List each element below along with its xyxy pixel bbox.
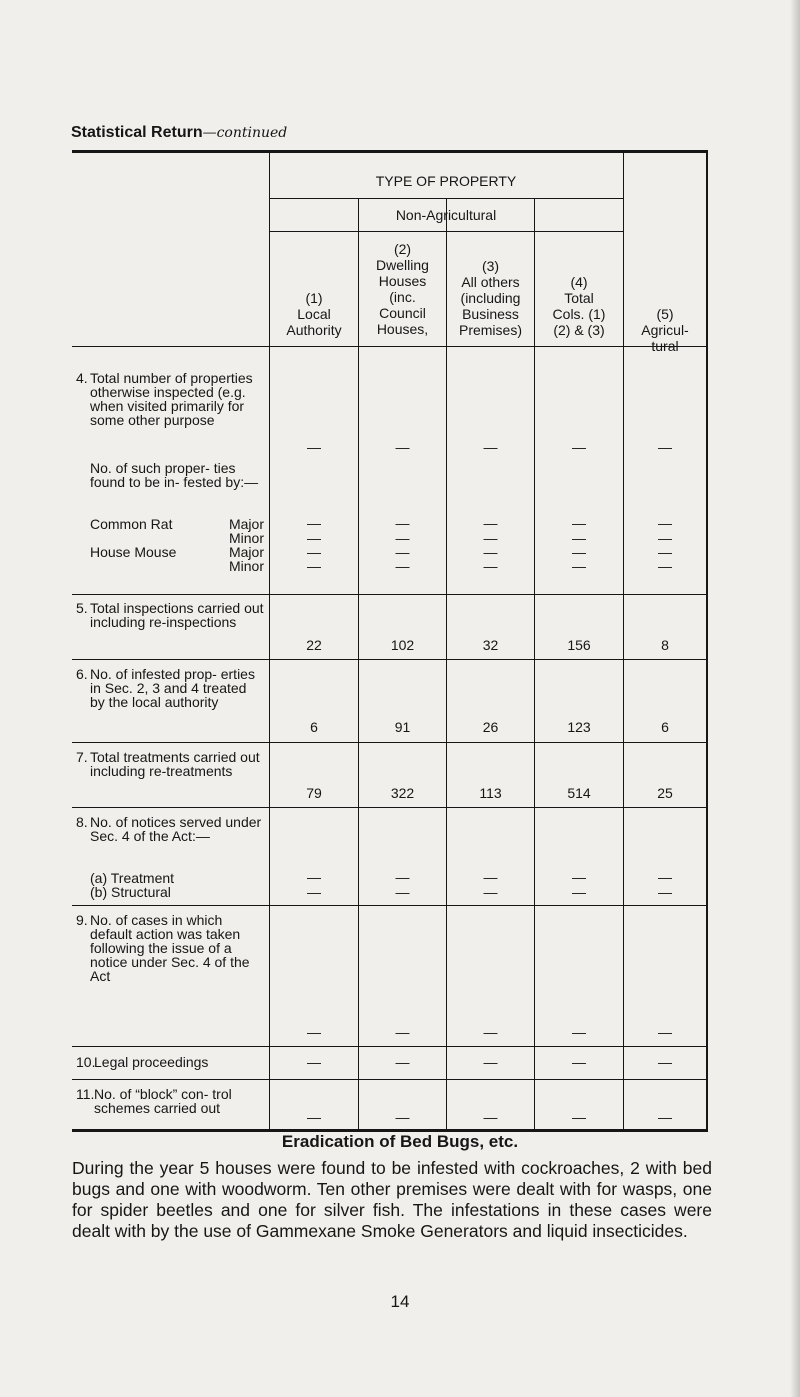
cell: 156 [567, 637, 591, 653]
header-non-agricultural: Non-Agricultural [395, 207, 497, 223]
cell: 322 [390, 785, 415, 801]
page-heading [71, 124, 287, 142]
dash-cell: — [483, 515, 498, 531]
cell: 25 [657, 785, 673, 801]
dash-cell: — [572, 884, 586, 900]
dash-cell: — [572, 1024, 586, 1040]
cell: 123 [567, 719, 591, 735]
dash-cell: — [307, 544, 321, 560]
dash-cell: — [483, 530, 498, 546]
statistics-table: TYPE OF PROPERTY Non-Agricultural (1) Local Authority (2) Dwelling Houses (inc. Council Houses, (3) All others (including Business Premises) (4) Total Cols. (1) (2) & (3) (5) Agricul- tural 4. Total number of properties otherwise inspected (e.g. when visited primarily for some other purpose No. of such proper- ties found to be in- fested by:— Common Rat Major Minor House Mouse Major Minor — — — — — — — — — — — — — — — — — — — — — — — — — 5. Total inspections carried out including re-inspections 22 102 32 156 8 6. No. of infested prop- erties in Sec. 2, 3 and 4 treated by the local authority 6 91 26 123 6 7. Total treatments carried out including re-treatments 79 322 113 514 25 8. No. of notices served under Sec. 4 of the Act:— (a) Treatment (b) Structural — — — — — — — — — — 9. No. of cases in which default action was taken following the issue of a notice under Sec. 4 of the Act — — — — — 10. Legal proceedings — — — — — 11. No. of “block” con- trol schemes carried out — — — — — [72, 150, 708, 1132]
page-number: 14 [390, 1292, 410, 1311]
heading-text: Statistical Return [71, 124, 203, 141]
dash-cell: — [658, 515, 672, 531]
section-heading: Eradication of Bed Bugs, etc. [281, 1132, 519, 1151]
dash-cell: — [572, 439, 586, 455]
cell: 102 [390, 637, 415, 653]
cell: 22 [306, 637, 322, 653]
dash-cell: — [483, 1024, 498, 1040]
dash-cell: — [307, 439, 321, 455]
dash-cell: — [658, 884, 672, 900]
dash-cell: — [483, 1109, 498, 1125]
dash-cell: — [572, 530, 586, 546]
header-type-of-property: TYPE OF PROPERTY [375, 173, 517, 189]
dash-cell: — [395, 1054, 410, 1070]
cell: 79 [306, 785, 322, 801]
heading-suffix: —continued [202, 125, 288, 141]
cell: 91 [394, 719, 411, 735]
dash-cell: — [572, 544, 586, 560]
col-header-3: (3) All others (including Business Premises) [458, 258, 522, 338]
cell: 6 [310, 719, 318, 735]
dash-cell: — [658, 439, 672, 455]
page-edge-shadow [790, 0, 800, 1397]
col-header-5: (5) Agricul- tural [641, 306, 689, 354]
dash-cell: — [658, 1054, 672, 1070]
body-paragraph: During the year 5 houses were found to be infested with cockroaches, 2 with bed bugs and one with woodworm. Ten other premises were dealt with for wasps, one for spider beetles and one for silver fish. The infestations in these cases were dealt with by the use of Gammexane Smoke Generators and liquid insecticides. [72, 1158, 712, 1241]
cell: 32 [482, 637, 499, 653]
col-header-1: (1) Local Authority [286, 290, 342, 338]
dash-cell: — [572, 558, 586, 574]
dash-cell: — [572, 869, 586, 885]
dash-cell: — [395, 884, 410, 900]
dash-cell: — [483, 869, 498, 885]
dash-cell: — [483, 558, 498, 574]
cell: 26 [482, 719, 499, 735]
dash-cell: — [395, 544, 410, 560]
dash-cell: — [307, 558, 321, 574]
col-header-2: (2) Dwelling Houses (inc. Council Houses, [376, 241, 429, 337]
dash-cell: — [483, 544, 498, 560]
dash-cell: — [307, 515, 321, 531]
dash-cell: — [395, 530, 410, 546]
dash-cell: — [658, 544, 672, 560]
dash-cell: — [483, 1054, 498, 1070]
dash-cell: — [307, 869, 321, 885]
dash-cell: — [658, 869, 672, 885]
dash-cell: — [483, 884, 498, 900]
dash-cell: — [658, 1024, 672, 1040]
dash-cell: — [395, 558, 410, 574]
dash-cell: — [307, 1054, 321, 1070]
col-header-4: (4) Total Cols. (1) (2) & (3) [552, 274, 606, 338]
dash-cell: — [572, 1109, 586, 1125]
cell: 113 [479, 785, 502, 801]
dash-cell: — [572, 515, 586, 531]
dash-cell: — [658, 1109, 672, 1125]
dash-cell: — [395, 439, 410, 455]
dash-cell: — [658, 530, 672, 546]
dash-cell: — [572, 1054, 586, 1070]
dash-cell: — [307, 884, 321, 900]
dash-cell: — [395, 1024, 410, 1040]
dash-cell: — [395, 1109, 410, 1125]
cell: 6 [661, 719, 669, 735]
dash-cell: — [307, 530, 321, 546]
dash-cell: — [395, 515, 410, 531]
dash-cell: — [658, 558, 672, 574]
dash-cell: — [483, 439, 498, 455]
cell: 514 [567, 785, 591, 801]
dash-cell: — [395, 869, 410, 885]
cell: 8 [661, 637, 669, 653]
dash-cell: — [307, 1024, 321, 1040]
dash-cell: — [307, 1109, 321, 1125]
